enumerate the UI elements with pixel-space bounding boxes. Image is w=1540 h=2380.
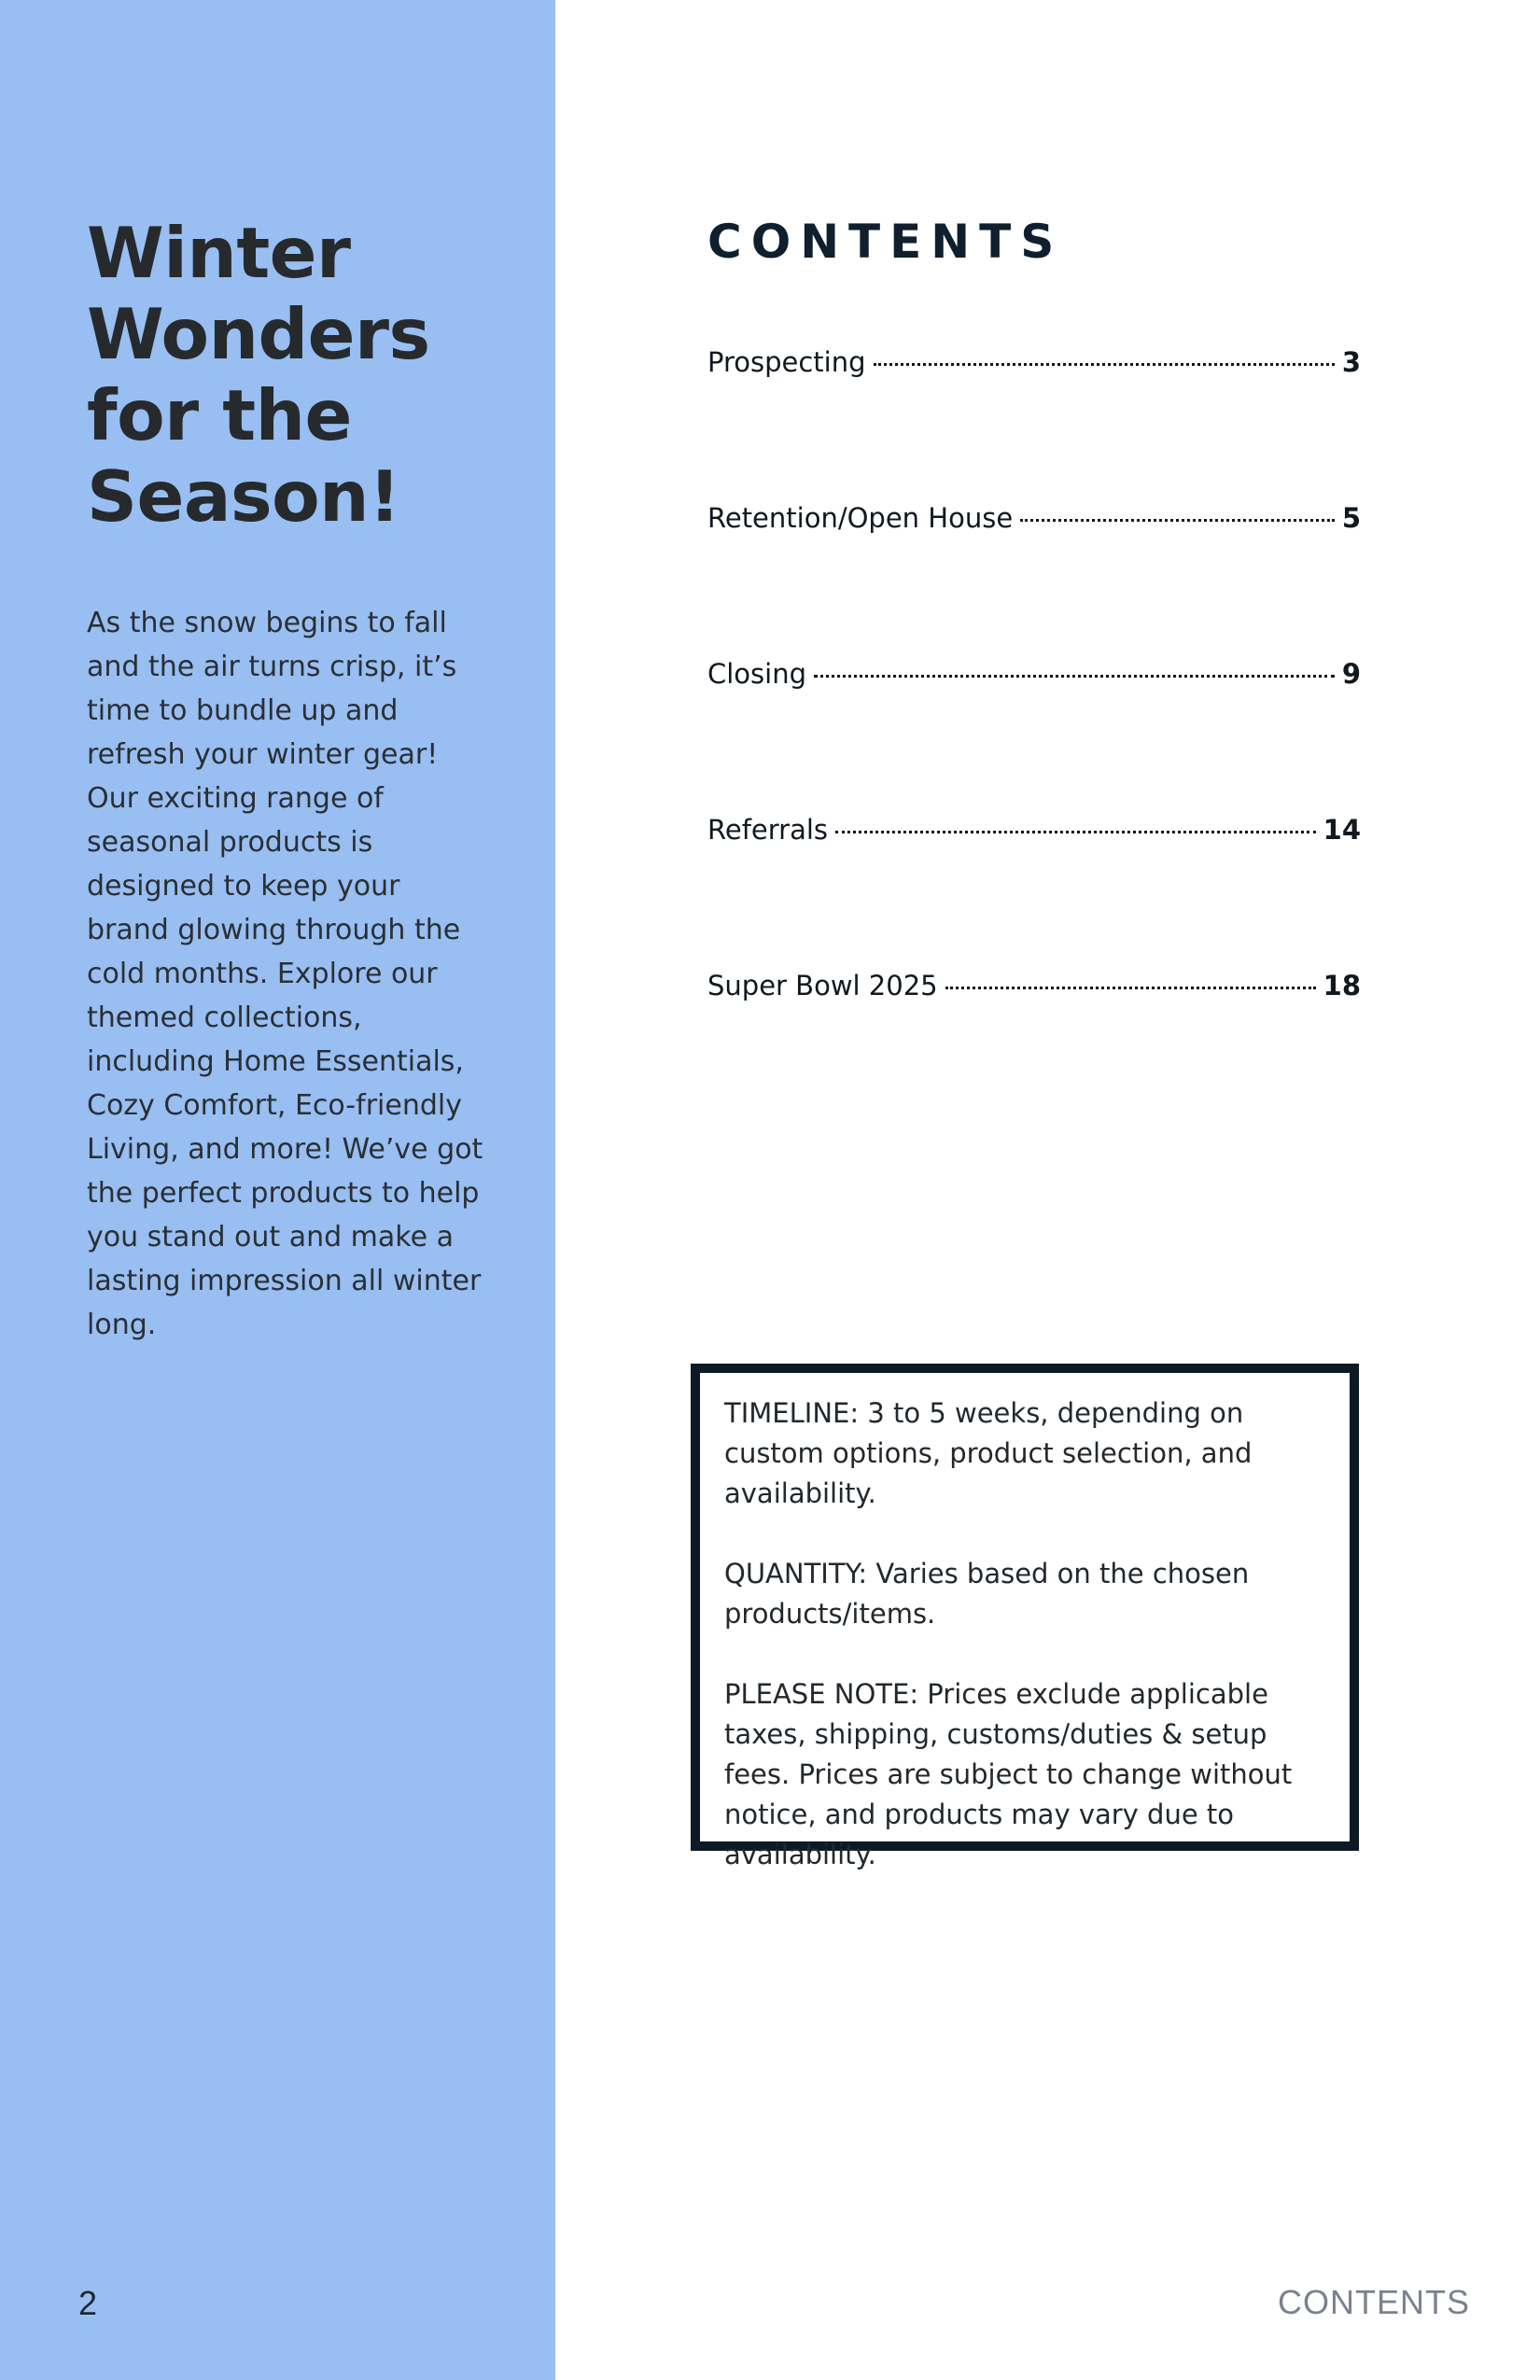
quantity-text: QUANTITY: Varies based on the chosen products/items. (724, 1558, 1250, 1630)
dot-leader (835, 831, 1316, 833)
table-of-contents (707, 343, 1361, 1123)
timeline-text: TIMELINE: 3 to 5 weeks, depending on custom options, product selection, and availability. (724, 1397, 1253, 1509)
page-headline: Winter Wonders for the Season! (87, 212, 430, 538)
toc-entry-super-bowl-2025[interactable] (707, 967, 1361, 1123)
toc-entry-label: Retention/Open House (707, 502, 1014, 534)
toc-entry-page: 3 (1341, 346, 1361, 378)
dot-leader (814, 675, 1335, 678)
toc-entry-page: 9 (1341, 658, 1361, 690)
toc-entry-page: 5 (1341, 502, 1361, 534)
toc-entry-referrals[interactable] (707, 811, 1361, 967)
info-box (691, 1364, 1359, 1870)
sidebar-panel (0, 0, 555, 2380)
pricing-note-text: PLEASE NOTE: Prices exclude applicable taxes, shipping, customs/duties & setup fees. Prices are subject to change without notice, and products may vary due to availability. (724, 1678, 1293, 1870)
toc-entry-retention-open-house[interactable] (707, 499, 1361, 655)
dot-leader (1020, 519, 1335, 522)
toc-entry-page: 18 (1323, 970, 1361, 1001)
page-number: 2 (78, 2284, 98, 2322)
toc-entry-label: Referrals (707, 814, 829, 846)
toc-entry-label: Prospecting (707, 346, 866, 378)
toc-entry-page: 14 (1323, 814, 1361, 846)
toc-entry-label: Closing (707, 658, 807, 690)
toc-entry-closing[interactable] (707, 655, 1361, 811)
toc-entry-label: Super Bowl 2025 (707, 970, 938, 1001)
toc-entry-prospecting[interactable] (707, 343, 1361, 499)
dot-leader (874, 363, 1335, 366)
dot-leader (945, 987, 1316, 989)
footer-section-label: CONTENTS (1278, 2283, 1470, 2321)
contents-heading: CONTENTS (707, 215, 1064, 269)
intro-paragraph: As the snow begins to fall and the air turns crisp, it’s time to bundle up and refresh your winter gear! Our exciting range of seasonal products is designed to keep your brand glowing through the cold months. Explore our themed collections, including Home Essentials, Cozy Comfort, Eco-friendly Living, and more! We’ve got the perfect products to help you stand out and make a lasting impression all winter long. (87, 607, 483, 1341)
